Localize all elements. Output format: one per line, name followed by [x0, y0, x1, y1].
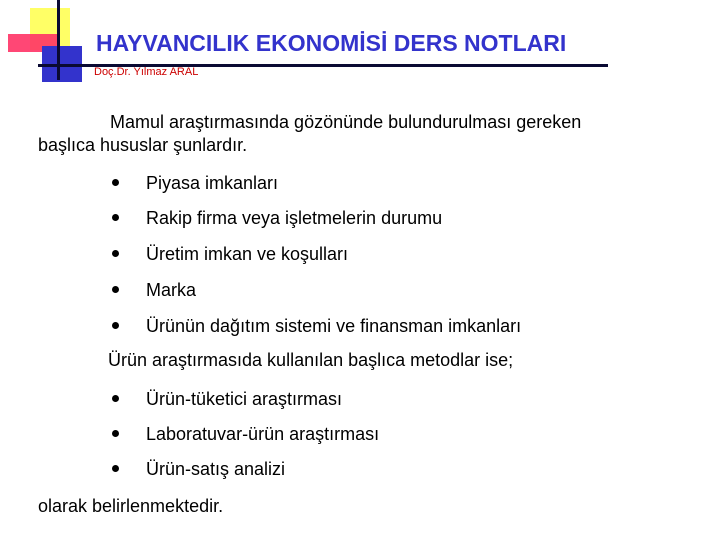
bullet-icon: [112, 286, 119, 293]
list-item: [0, 173, 720, 197]
list-item-text: Ürünün dağıtım sistemi ve finansman imkanları: [146, 316, 522, 336]
bullet-icon: [112, 250, 119, 257]
list-item-text: Laboratuvar-ürün araştırması: [146, 424, 380, 444]
intro-line-2: başlıca hususlar şunlardır.: [38, 135, 248, 155]
bullet-icon: [112, 214, 119, 221]
bullet-icon: [112, 395, 119, 402]
list-item: [0, 208, 720, 232]
intro-paragraph: [38, 111, 688, 157]
list-item: [0, 280, 720, 304]
methods-heading: Ürün araştırmasıda kullanılan başlıca metodlar ise;: [108, 350, 514, 370]
list-item-text: Ürün-satış analizi: [146, 459, 286, 479]
list-item-text: Üretim imkan ve koşulları: [146, 244, 349, 264]
bullet-icon: [112, 430, 119, 437]
page-title: HAYVANCILIK EKONOMİSİ DERS NOTLARI: [96, 30, 567, 56]
list-item: [0, 424, 720, 448]
list-item-text: Rakip firma veya işletmelerin durumu: [146, 208, 443, 228]
decor-vertical-line: [57, 0, 60, 80]
bullet-icon: [112, 465, 119, 472]
list-item: [0, 316, 720, 340]
list-item: [0, 389, 720, 413]
list-item: [0, 459, 720, 483]
bullet-icon: [112, 179, 119, 186]
intro-line-1: Mamul araştırmasında gözönünde bulundurulması gereken: [110, 112, 582, 132]
author-subtitle: Doç.Dr. Yılmaz ARAL: [94, 66, 199, 78]
conclusion-text: olarak belirlenmektedir.: [38, 496, 224, 516]
list-item-text: Marka: [146, 280, 197, 300]
bullet-icon: [112, 322, 119, 329]
list-item-text: Ürün-tüketici araştırması: [146, 389, 343, 409]
list-item: [0, 244, 720, 268]
list-item-text: Piyasa imkanları: [146, 173, 279, 193]
